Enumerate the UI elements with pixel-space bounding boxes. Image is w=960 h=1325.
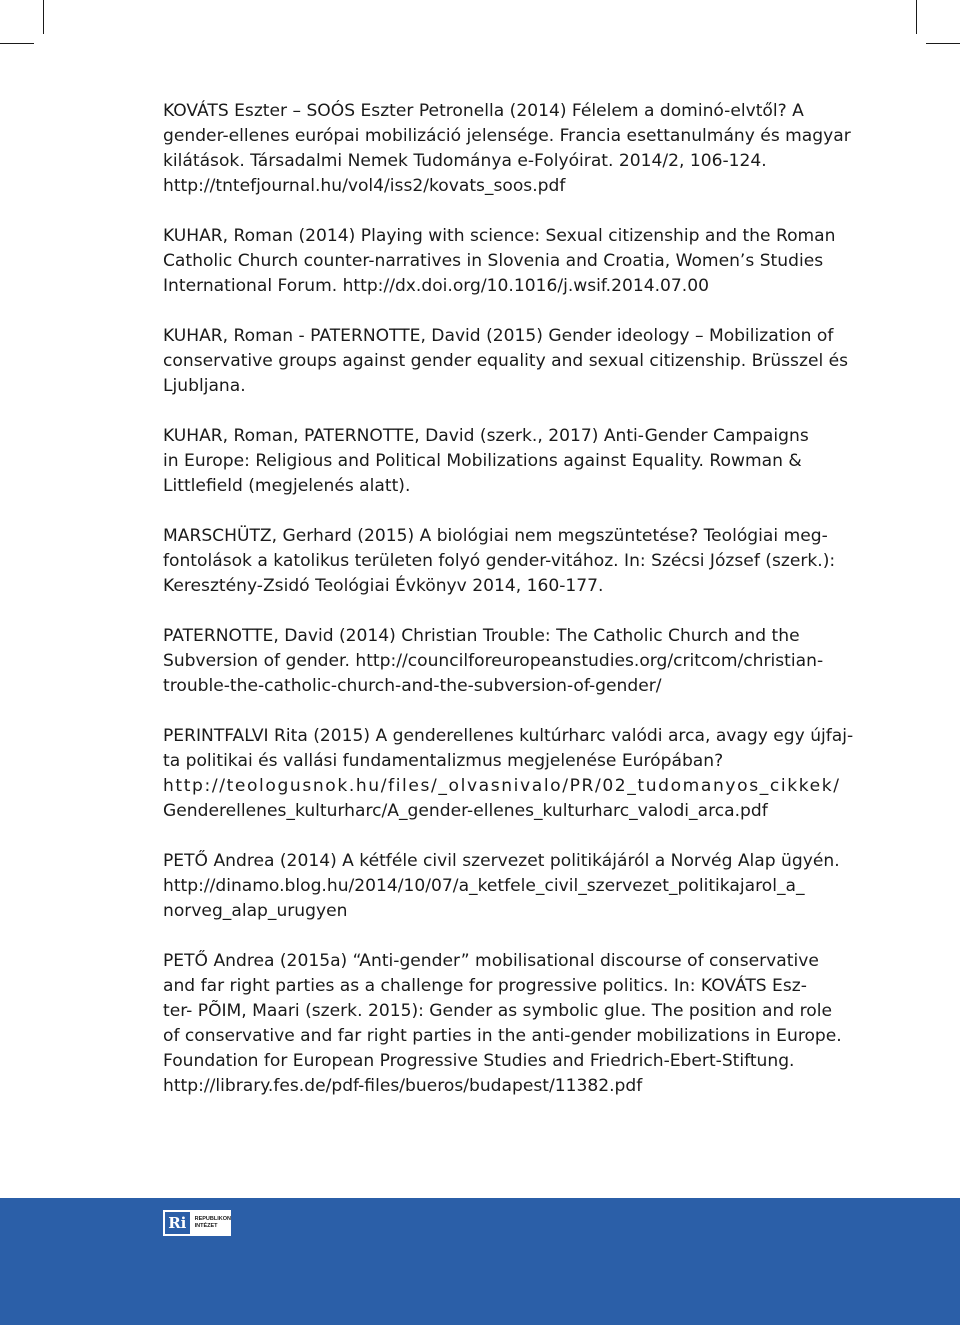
reference-line: International Forum. http://dx.doi.org/10.1016/j.wsif.2014.07.00 [163, 276, 709, 296]
reference-line: Catholic Church counter-narratives in Slovenia and Croatia, Women’s Studies [163, 251, 824, 271]
reference-line: Ljubljana. [163, 376, 246, 396]
logo-text [192, 1216, 231, 1230]
reference-line: KUHAR, Roman, PATERNOTTE, David (szerk., 2017) Anti-Gender Campaigns [163, 426, 809, 446]
reference-line: Genderellenes_kulturharc/A_gender-ellenes_kulturharc_valodi_arca.pdf [163, 801, 768, 821]
reference-line: ter- PÕIM, Maari (szerk. 2015): Gender as symbolic glue. The position and role [163, 1001, 833, 1021]
reference-entry [163, 949, 858, 1099]
logo-line-2: INTÉZET [194, 1223, 218, 1229]
reference-line: Foundation for European Progressive Studies and Friedrich-Ebert-Stiftung. [163, 1051, 795, 1071]
reference-entry [163, 99, 858, 199]
reference-entry [163, 224, 858, 299]
reference-line: Littlefield (megjelenés alatt). [163, 476, 411, 496]
footer-bar [0, 1198, 960, 1325]
reference-entry [163, 324, 858, 399]
reference-line[interactable]: http://library.fes.de/pdf-files/bueros/budapest/11382.pdf [163, 1076, 643, 1096]
reference-line: PATERNOTTE, David (2014) Christian Trouble: The Catholic Church and the [163, 626, 800, 646]
reference-line: gender-ellenes európai mobilizáció jelensége. Francia esettanulmány és magyar [163, 126, 851, 146]
reference-list [163, 99, 858, 1124]
reference-line[interactable]: http://dinamo.blog.hu/2014/10/07/a_ketfele_civil_szervezet_politikajarol_a_ [163, 876, 805, 896]
reference-entry [163, 624, 858, 699]
reference-line: ta politikai és vallási fundamentalizmus megjelenése Európában? [163, 751, 724, 771]
crop-mark-top-right [916, 0, 917, 34]
reference-line: Subversion of gender. http://councilforeuropeanstudies.org/critcom/christian- [163, 651, 824, 671]
reference-entry [163, 424, 858, 499]
reference-line: MARSCHÜTZ, Gerhard (2015) A biológiai nem megszüntetése? Teológiai meg- [163, 526, 828, 546]
logo-mark: Ri [163, 1210, 192, 1236]
reference-line: KUHAR, Roman (2014) Playing with science: Sexual citizenship and the Roman [163, 226, 836, 246]
reference-line: and far right parties as a challenge for progressive politics. In: KOVÁTS Esz- [163, 976, 807, 996]
reference-entry [163, 849, 858, 924]
reference-line: conservative groups against gender equality and sexual citizenship. Brüsszel és [163, 351, 849, 371]
logo-line-1: REPUBLIKON [194, 1216, 231, 1222]
reference-line: in Europe: Religious and Political Mobilizations against Equality. Rowman & [163, 451, 802, 471]
reference-entry [163, 724, 858, 824]
crop-mark-top-left-h [0, 43, 34, 44]
reference-line: KUHAR, Roman - PATERNOTTE, David (2015) Gender ideology – Mobilization of [163, 326, 834, 346]
republikon-logo [163, 1210, 231, 1236]
reference-line: fontolások a katolikus területen folyó gender-vitához. In: Szécsi József (szerk.): [163, 551, 836, 571]
reference-entry [163, 524, 858, 599]
reference-line: PETŐ Andrea (2014) A kétféle civil szervezet politikájáról a Norvég Alap ügyén. [163, 851, 840, 871]
reference-line: trouble-the-catholic-church-and-the-subversion-of-gender/ [163, 676, 662, 696]
reference-line: of conservative and far right parties in the anti-gender mobilizations in Europe. [163, 1026, 842, 1046]
reference-line: norveg_alap_urugyen [163, 901, 348, 921]
reference-line: kilátások. Társadalmi Nemek Tudománya e-Folyóirat. 2014/2, 106-124. [163, 151, 767, 171]
crop-mark-top-right-h [926, 43, 960, 44]
reference-line: Keresztény-Zsidó Teológiai Évkönyv 2014, 160-177. [163, 576, 604, 596]
reference-line: PERINTFALVI Rita (2015) A genderellenes kultúrharc valódi arca, avagy egy újfaj- [163, 726, 854, 746]
reference-line[interactable]: http://tntefjournal.hu/vol4/iss2/kovats_soos.pdf [163, 176, 566, 196]
reference-line: PETŐ Andrea (2015a) “Anti-gender” mobilisational discourse of conservative [163, 951, 819, 971]
reference-line: KOVÁTS Eszter – SOÓS Eszter Petronella (2014) Félelem a dominó-elvtől? A [163, 101, 804, 121]
crop-mark-top-left [43, 0, 44, 34]
reference-line[interactable]: http://teologusnok.hu/files/_olvasnivalo/PR/02_tudomanyos_cikkek/ [163, 776, 841, 796]
